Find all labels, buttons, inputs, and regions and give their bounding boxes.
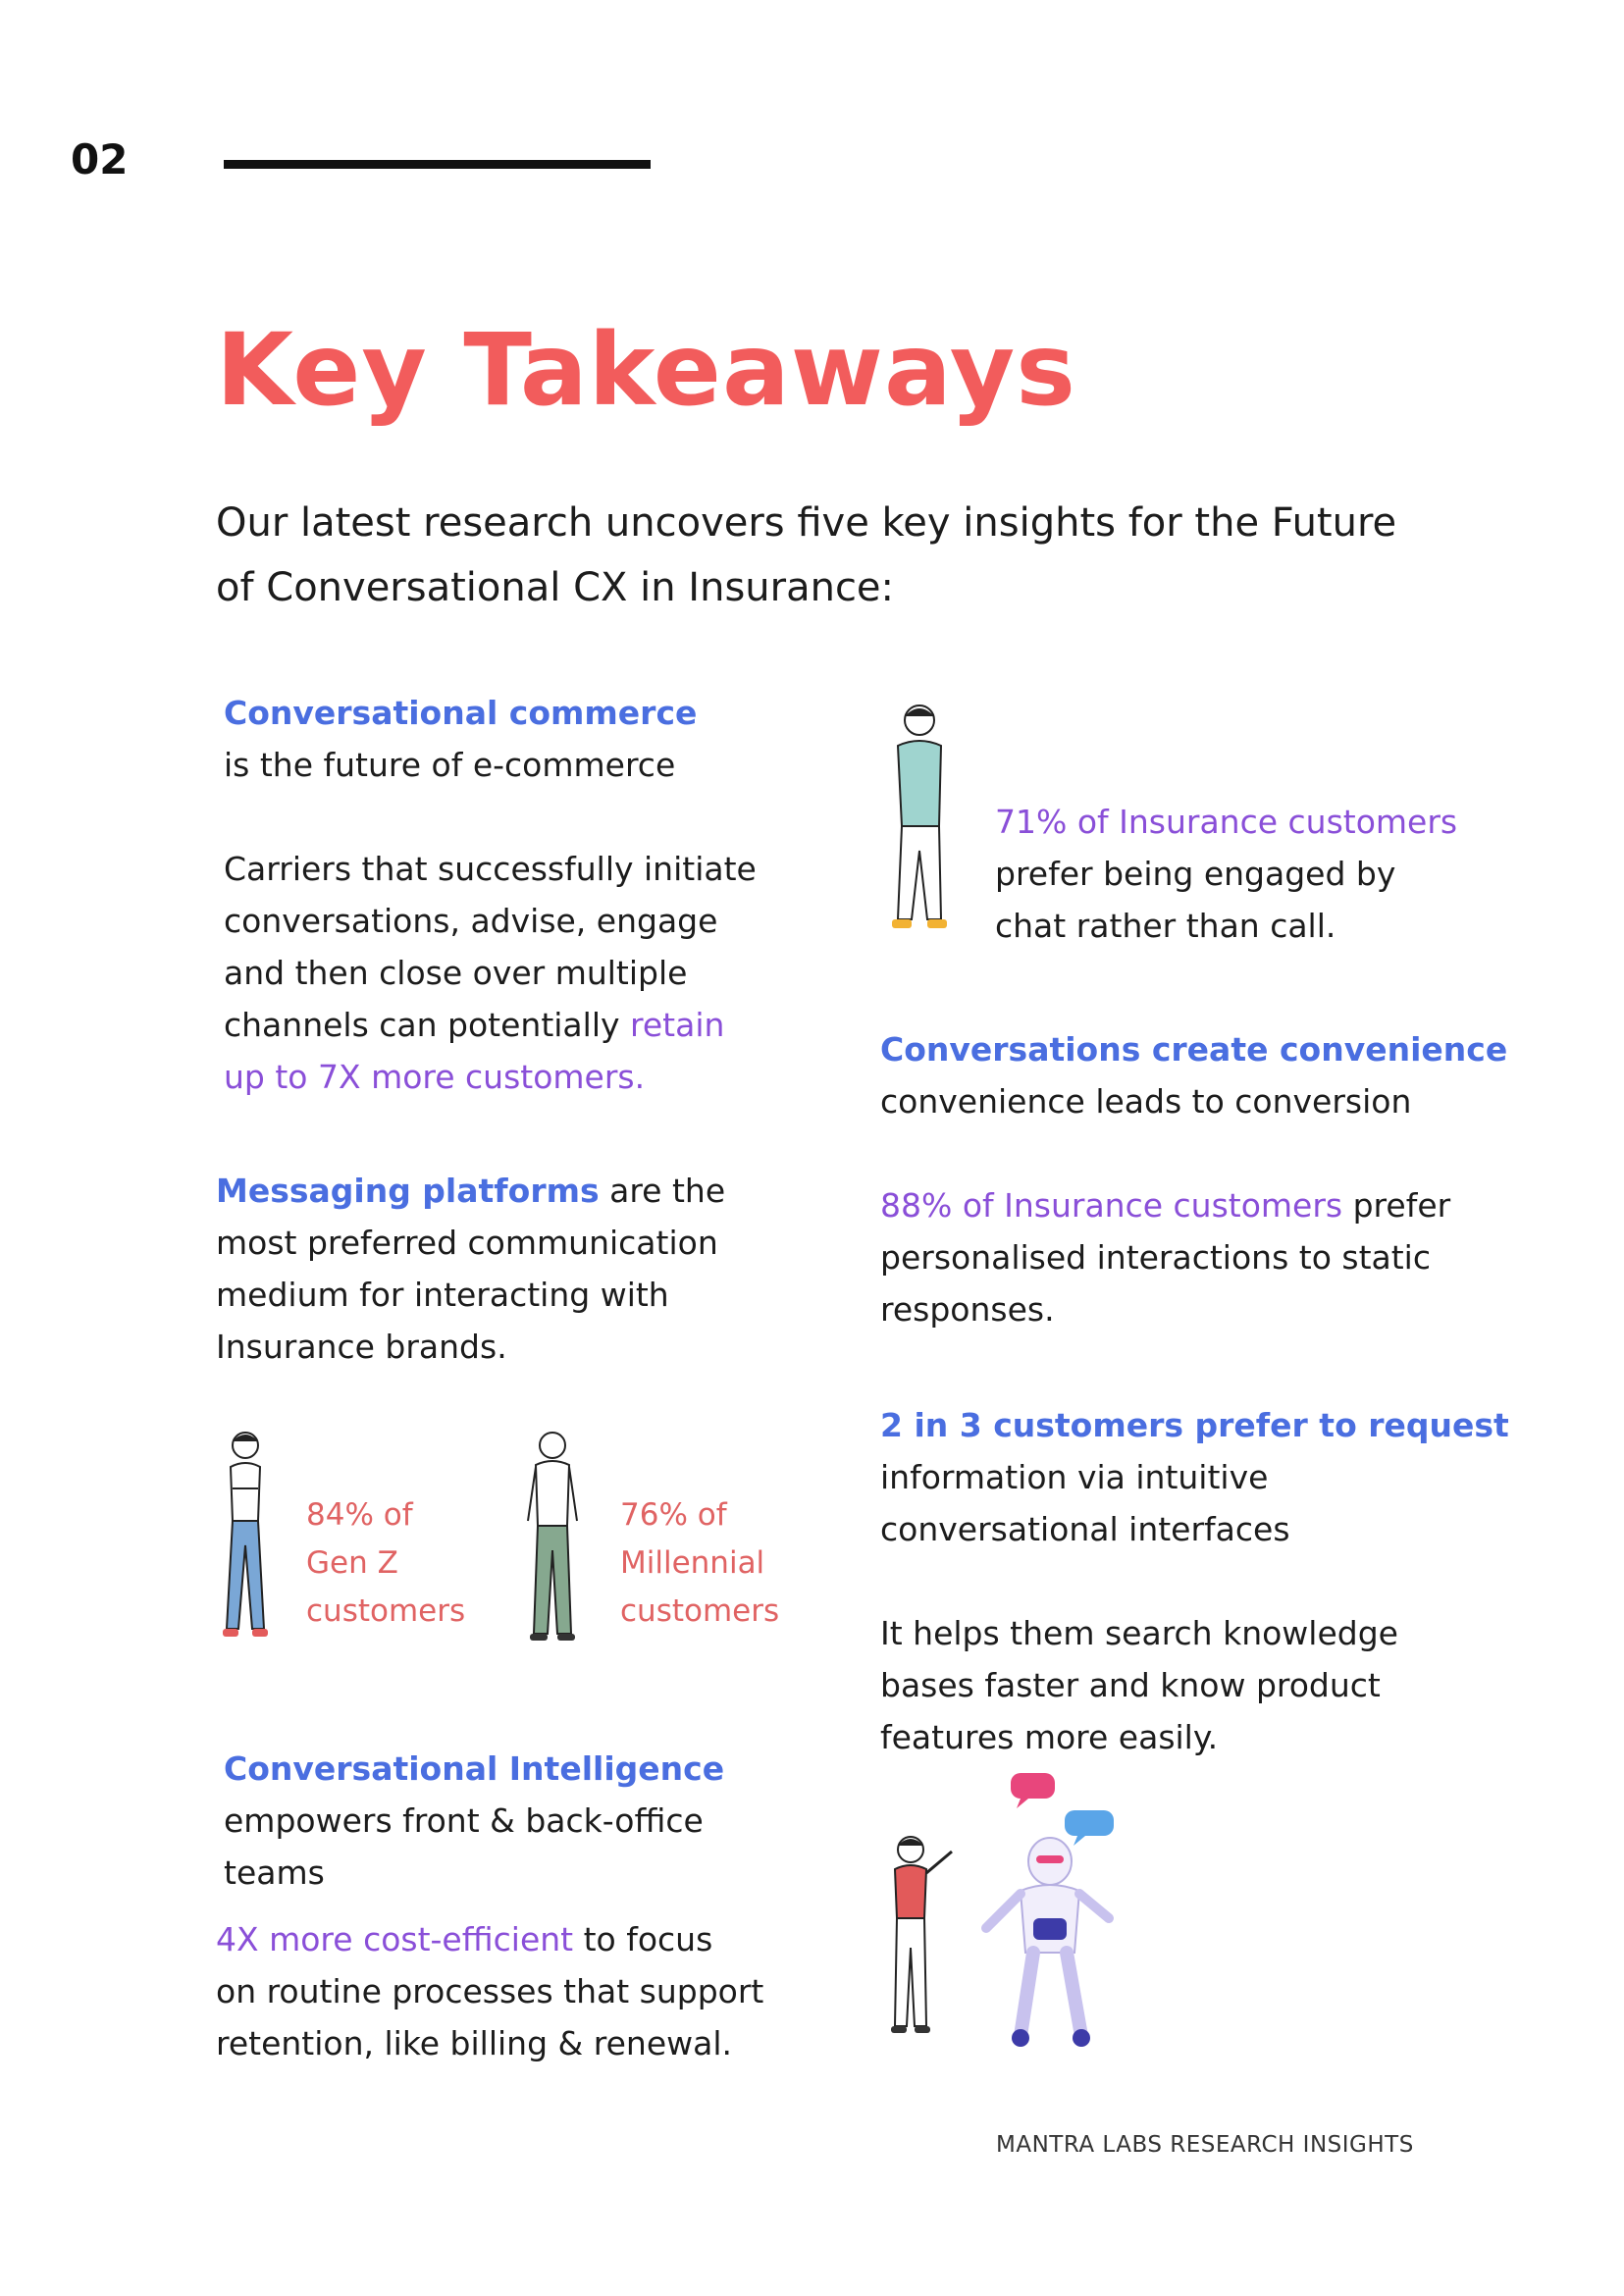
convenience-heading: Conversations create convenience <box>880 1030 1508 1069</box>
millennial-stat <box>620 1491 779 1636</box>
intelligence-line-2: empowers front & back-office <box>224 1801 704 1840</box>
request-body-2: bases faster and know product <box>880 1666 1381 1704</box>
commerce-section <box>224 687 832 1103</box>
intelligence-line-3: teams <box>224 1853 325 1892</box>
person-robot-illustration <box>873 1771 1138 2065</box>
page-number: 02 <box>71 135 129 183</box>
footer-label: MANTRA LABS RESEARCH INSIGHTS <box>996 2132 1414 2158</box>
request-section <box>880 1399 1567 1763</box>
chat-preference <box>995 796 1545 952</box>
chat-line-3: chat rather than call. <box>995 907 1336 945</box>
messaging-line-4: Insurance brands. <box>216 1328 507 1366</box>
intelligence-section <box>224 1743 852 1899</box>
genz-line-2: Gen Z <box>306 1545 398 1581</box>
genz-line-1: 84% of <box>306 1497 413 1533</box>
commerce-highlight-1: retain <box>630 1006 725 1044</box>
millennial-line-2: Millennial <box>620 1545 765 1581</box>
intelligence-highlight: 4X more cost-efficient <box>216 1920 574 1958</box>
millennial-line-1: 76% of <box>620 1497 727 1533</box>
convenience-section <box>880 1023 1567 1335</box>
intelligence-heading: Conversational Intelligence <box>224 1749 725 1788</box>
commerce-heading: Conversational commerce <box>224 694 698 732</box>
request-line-2: information via intuitive <box>880 1458 1269 1496</box>
genz-stat <box>306 1491 465 1636</box>
commerce-body-4: channels can potentially retain <box>224 1006 725 1044</box>
intro-text <box>216 491 1452 620</box>
convenience-line-4: personalised interactions to static <box>880 1238 1431 1277</box>
millennial-line-3: customers <box>620 1593 780 1629</box>
genz-line-3: customers <box>306 1593 466 1629</box>
convenience-rest: prefer <box>1342 1186 1451 1225</box>
commerce-body-1: Carriers that successfully initiate <box>224 850 757 888</box>
request-line-3: conversational interfaces <box>880 1510 1290 1548</box>
convenience-line-5: responses. <box>880 1290 1055 1329</box>
page-title: Key Takeaways <box>216 312 1076 429</box>
convenience-highlight: 88% of Insurance customers <box>880 1186 1343 1225</box>
messaging-section <box>216 1165 824 1373</box>
millennial-person-illustration <box>518 1428 587 1653</box>
intro-line-1: Our latest research uncovers five key insights for the Future <box>216 500 1397 546</box>
intelligence-rest: to focus <box>573 1920 713 1958</box>
chat-line-2: prefer being engaged by <box>995 855 1396 893</box>
commerce-body-3: and then close over multiple <box>224 954 688 992</box>
intelligence-line-5: on routine processes that support <box>216 1972 764 2010</box>
header-rule <box>224 160 651 169</box>
request-body-3: features more easily. <box>880 1718 1219 1756</box>
commerce-sub: is the future of e-commerce <box>224 746 676 784</box>
messaging-line-3: medium for interacting with <box>216 1276 669 1314</box>
intro-line-2: of Conversational CX in Insurance: <box>216 565 895 610</box>
genz-person-illustration <box>211 1428 280 1653</box>
messaging-line-2: most preferred communication <box>216 1224 718 1262</box>
commerce-highlight-2: up to 7X more customers. <box>224 1058 646 1096</box>
intelligence-line-6: retention, like billing & renewal. <box>216 2024 732 2062</box>
intelligence-detail <box>216 1913 864 2069</box>
messaging-heading-rest: are the <box>599 1172 726 1210</box>
request-heading: 2 in 3 customers prefer to request <box>880 1406 1509 1444</box>
commerce-body-2: conversations, advise, engage <box>224 902 718 940</box>
messaging-heading: Messaging platforms <box>216 1172 600 1210</box>
convenience-line-2: convenience leads to conversion <box>880 1082 1412 1121</box>
teen-person-illustration <box>878 699 962 949</box>
request-body-1: It helps them search knowledge <box>880 1614 1398 1652</box>
chat-highlight: 71% of Insurance customers <box>995 803 1458 841</box>
